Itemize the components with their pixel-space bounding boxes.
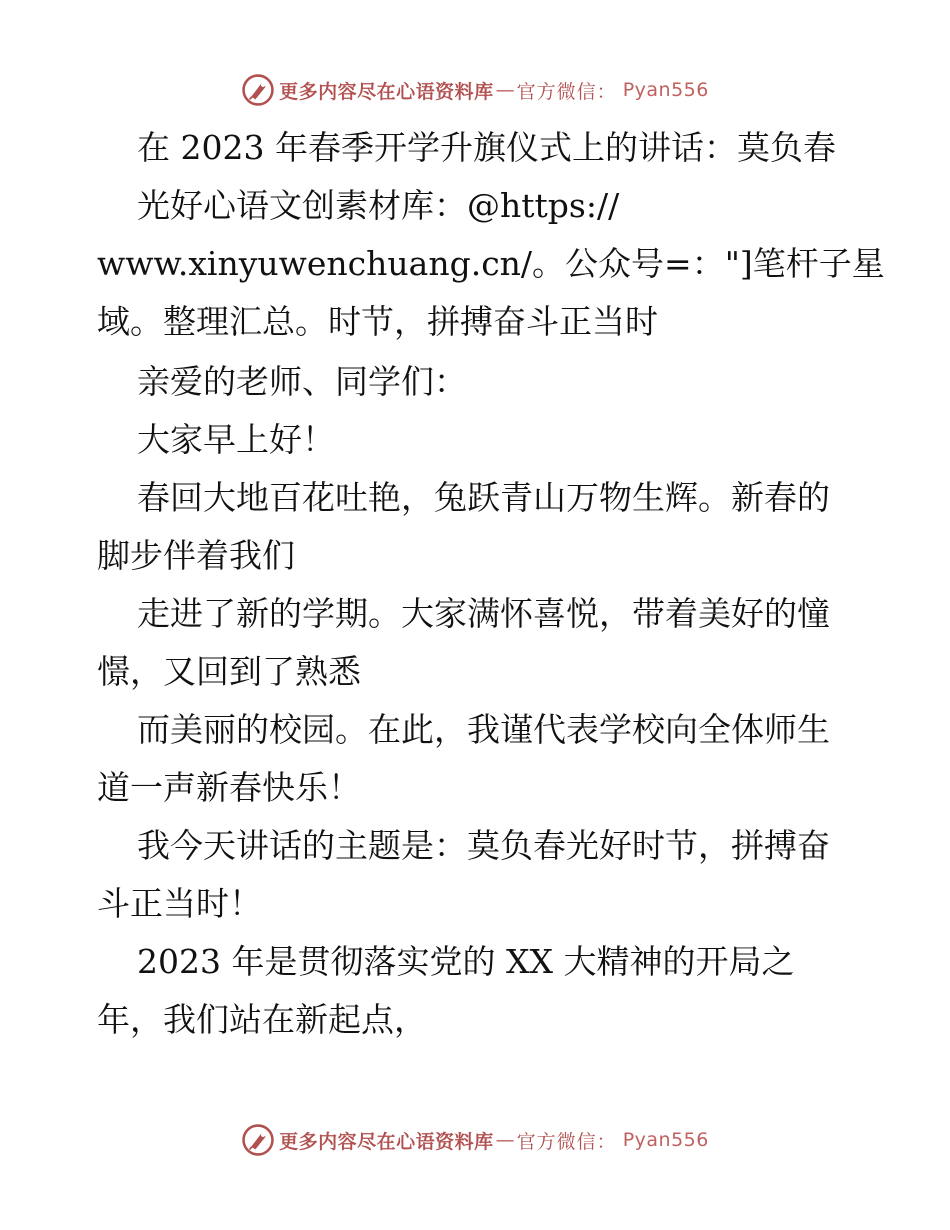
text-line: 春回大地百花吐艳，兔跃青山万物生辉。新春的	[137, 478, 830, 517]
text-line: 亲爱的老师、同学们：	[137, 362, 467, 401]
banner-wechat-id: Pyan556	[622, 1129, 709, 1151]
text-line: 年，我们站在新起点，	[97, 1000, 427, 1039]
text-line: 走进了新的学期。大家满怀喜悦，带着美好的憧	[137, 594, 830, 633]
banner-separator: —	[495, 79, 515, 101]
text-line: 脚步伴着我们	[97, 536, 295, 575]
pen-ink-logo-icon	[241, 1123, 275, 1157]
text-line: 道一声新春快乐！	[97, 768, 361, 807]
text-line: 在 2023 年春季开学升旗仪式上的讲话：莫负春	[137, 128, 836, 167]
banner-text: 更多内容尽在心语资料库	[279, 80, 494, 103]
text-line: 大家早上好！	[137, 420, 335, 459]
text-line: 而美丽的校园。在此，我谨代表学校向全体师生	[137, 710, 830, 749]
banner-wechat-id: Pyan556	[622, 79, 709, 101]
banner-wechat-label: 官方微信：	[516, 80, 617, 103]
text-line: 光好心语文创素材库：@https://	[137, 186, 620, 225]
text-line: 我今天讲话的主题是：莫负春光好时节，拼搏奋	[137, 826, 830, 865]
text-line: www.xinyuwenchuang.cn/。公众号=："]笔杆子星	[97, 244, 885, 283]
banner-wechat-label: 官方微信：	[516, 1130, 617, 1153]
text-line: 域。整理汇总。时节，拼搏奋斗正当时	[97, 302, 658, 341]
footer-banner	[0, 1120, 950, 1160]
text-line: 憬，又回到了熟悉	[97, 652, 361, 691]
banner-separator: —	[495, 1129, 515, 1151]
text-line: 2023 年是贯彻落实党的 XX 大精神的开局之	[137, 942, 795, 981]
banner-text: 更多内容尽在心语资料库	[279, 1130, 494, 1153]
text-line: 斗正当时！	[97, 884, 262, 923]
